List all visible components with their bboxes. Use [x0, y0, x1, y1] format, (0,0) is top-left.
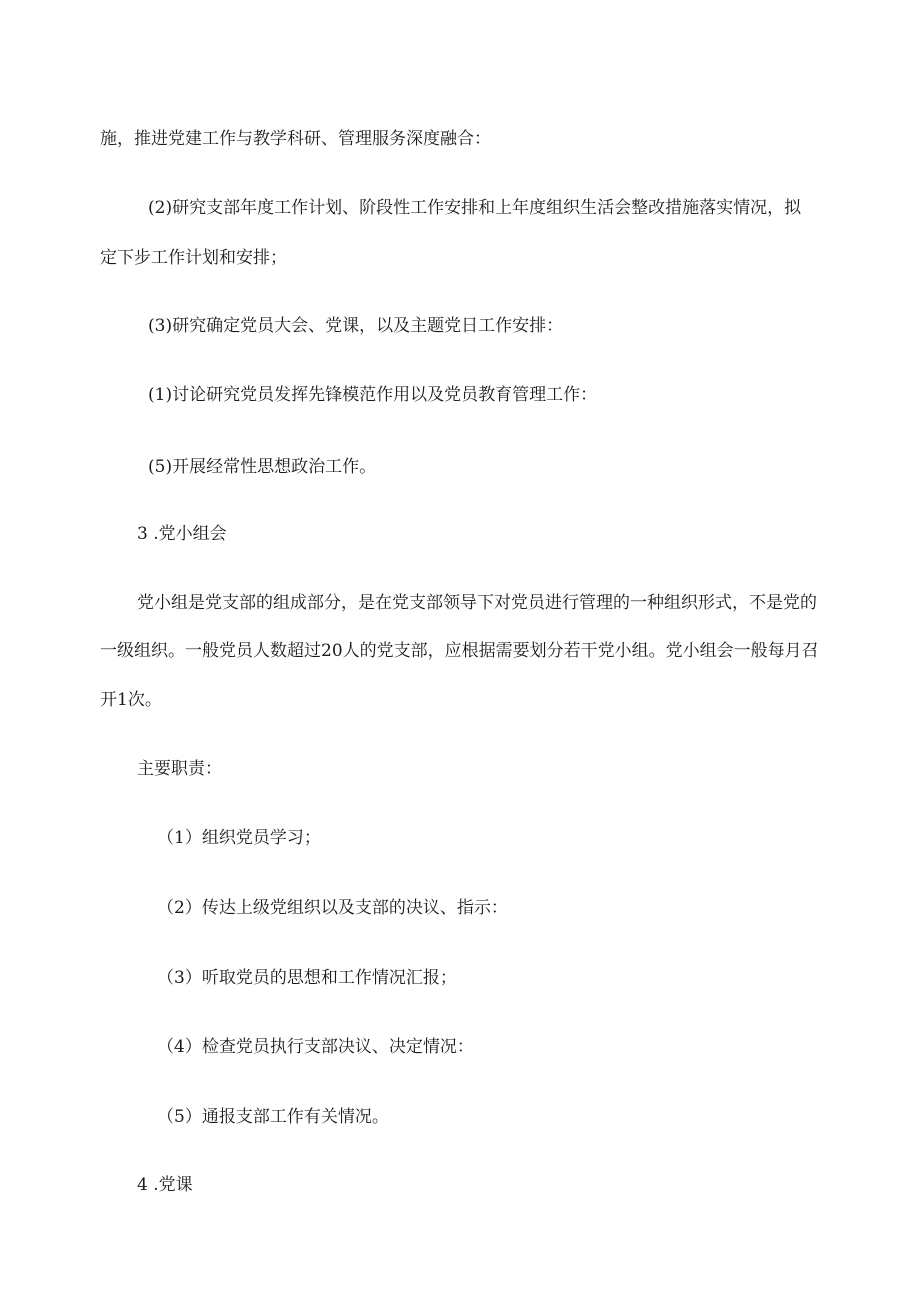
- paragraph-line: 党小组是党支部的组成部分，是在党支部领导下对党员进行管理的一种组织形式，不是党的: [137, 593, 817, 613]
- duty-item-5: （5）通报支部工作有关情况。: [157, 1107, 389, 1127]
- list-item-2-continuation: 定下步工作计划和安排；: [100, 248, 287, 268]
- duties-label: 主要职责：: [137, 759, 222, 779]
- list-item-2-study-plan: (2)研究支部年度工作计划、阶段性工作安排和上年度组织生活会整改措施落实情况，拟: [148, 198, 802, 218]
- list-item-4-education: (1)讨论研究党员发挥先锋模范作用以及党员教育管理工作：: [148, 385, 598, 405]
- duty-item-1: （1）组织党员学习；: [157, 828, 321, 848]
- paragraph-continuation: 施，推进党建工作与教学科研、管理服务深度融合：: [100, 129, 491, 149]
- paragraph-line: 一级组织。一般党员人数超过20人的党支部，应根据需要划分若干党小组。党小组会一般每月召: [100, 641, 819, 661]
- list-item-3-meetings: (3)研究确定党员大会、党课，以及主题党日工作安排：: [148, 316, 564, 336]
- section-heading-3: 3 .党小组会: [137, 524, 227, 544]
- section-heading-4: 4 .党课: [137, 1175, 193, 1195]
- duty-item-3: （3）听取党员的思想和工作情况汇报；: [157, 968, 457, 988]
- paragraph-line: 开1次。: [100, 690, 162, 710]
- duty-item-2: （2）传达上级党组织以及支部的决议、指示：: [157, 898, 508, 918]
- list-item-5-political-work: (5)开展经常性思想政治工作。: [148, 457, 377, 477]
- duty-item-4: （4）检查党员执行支部决议、决定情况：: [157, 1037, 474, 1057]
